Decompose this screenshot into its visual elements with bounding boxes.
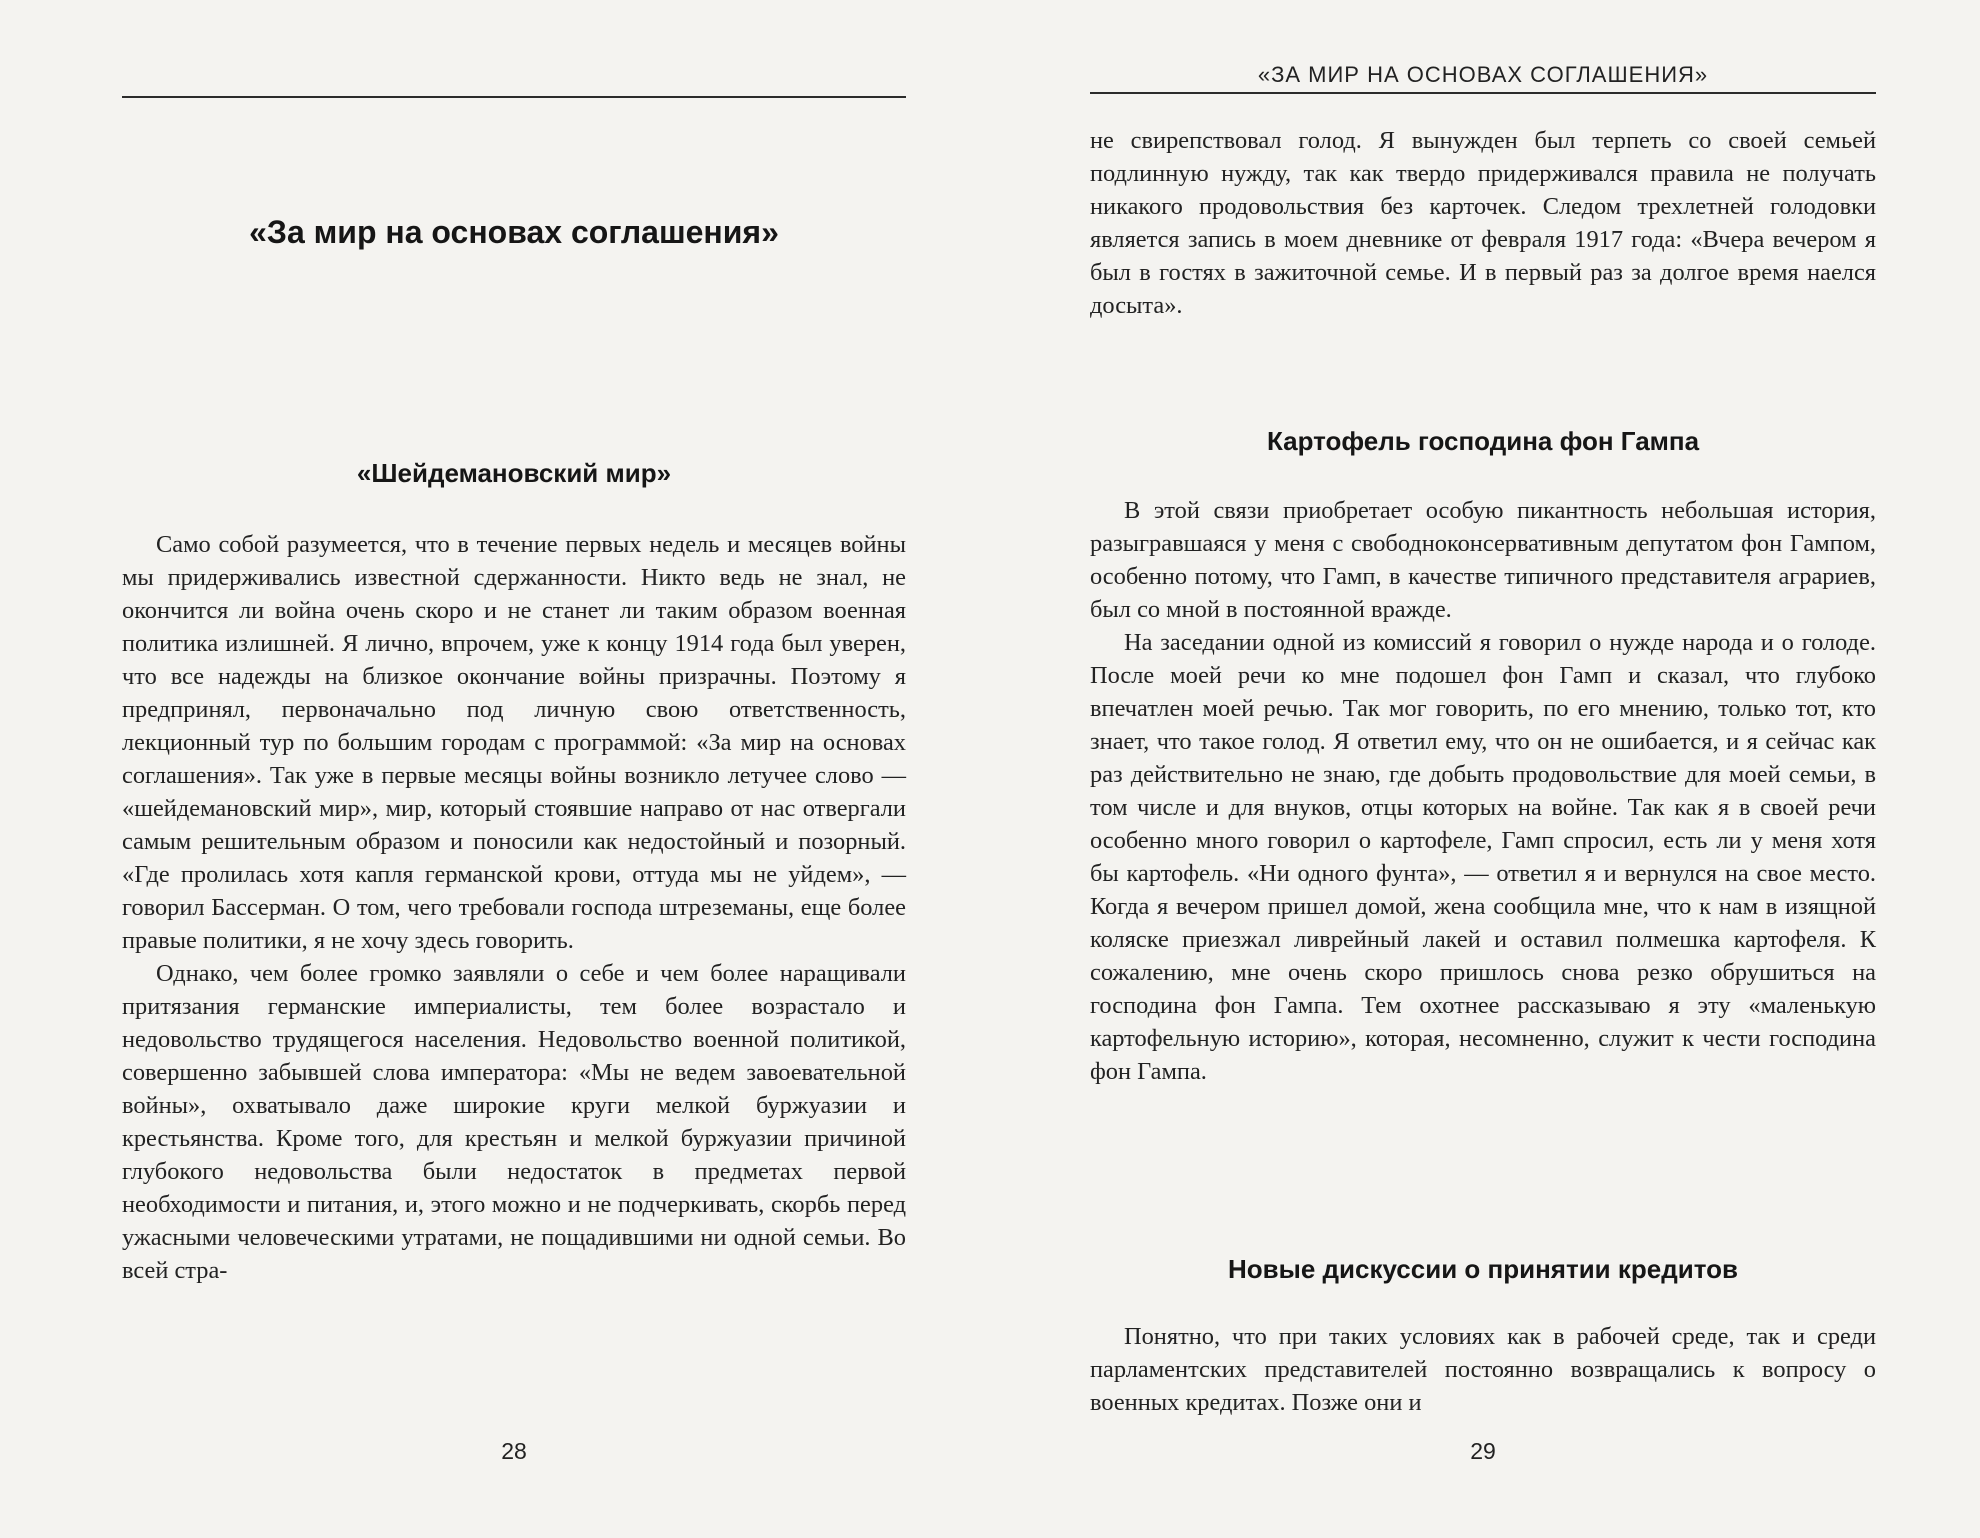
paragraph: Само собой разумеется, что в течение первых недель и месяцев войны мы придерживались известной сдержанности. Никто ведь не знал, не окончится ли война очень скоро и не станет ли таким образом военная политика излишней. Я лично, впрочем, уже к концу 1914 года был уверен, что все надежды на близкое окончание войны призрачны. Поэтому я предпринял, первоначально под личную свою ответственность, лекционный тур по большим городам с программой: «За мир на основах соглашения». Так уже в первые месяцы войны возникло летучее слово — «шейдемановский мир», мир, который стоявшие направо от нас отвергали самым решительным образом и поносили как недостойный и позорный. «Где пролилась хотя капля германской крови, оттуда мы не уйдем», — говорил Бассерман. О том, чего требовали господа штреземаны, еще более правые политики, я не хочу здесь говорить. — [122, 531, 906, 954]
section-heading-credit-discussions: Новые дискуссии о принятии кредитов — [1228, 1254, 1738, 1284]
left-body-text — [122, 528, 906, 1287]
paragraph: В этой связи приобретает особую пикантность небольшая история, разыгравшаяся у меня с свободноконсервативным депутатом фон Гампом, особенно потому, что Гамп, в качестве типичного представителя аграриев, был со мной в постоянной вражде. — [1090, 497, 1876, 623]
page-number: 29 — [1470, 1438, 1496, 1464]
right-section-1-text — [1090, 494, 1876, 1088]
paragraph: Однако, чем более громко заявляли о себе и чем более наращивали притязания германские империалисты, тем более возрастало и недовольство трудящегося населения. Недовольство военной политикой, совершенно забывшей слова императора: «Мы не ведем завоевательной войны», охватывало даже широкие круги мелкой буржуазии и крестьянства. Кроме того, для крестьян и мелкой буржуазии причиной глубокого недовольства были недостаток в предметах первой необходимости и питания, и, этого можно и не подчеркивать, скорбь перед ужасными человеческими утратами, не пощадившими ни одной семьи. Во всей стра- — [122, 960, 906, 1284]
right-page — [990, 0, 1980, 1538]
header-rule — [1090, 92, 1876, 94]
section-heading-von-gamp-potatoes: Картофель господина фон Гампа — [1266, 426, 1700, 456]
section-heading-scheidemann-peace: «Шейдемановский мир» — [356, 458, 672, 488]
chapter-title: «За мир на основах соглашения» — [249, 214, 779, 250]
right-opening-text — [1090, 124, 1876, 322]
header-rule — [122, 96, 906, 98]
page-number: 28 — [501, 1438, 527, 1464]
paragraph: На заседании одной из комиссий я говорил о нужде народа и о голоде. После моей речи ко мне подошел фон Гамп и сказал, что глубоко впечатлен моей речью. Так мог говорить, по его мнению, только тот, кто знает, что такое голод. Я ответил ему, что он не ошибается, и я сейчас как раз действительно не знаю, где добыть продовольствие для моей семьи, в том числе и для внуков, отцы которых на войне. Так как я в своей речи особенно много говорил о картофеле, Гамп спросил, есть ли у меня хотя бы картофель. «Ни одного фунта», — ответил я и вернулся на свое место. Когда я вечером пришел домой, жена сообщила мне, что к нам в изящной коляске приезжал ливрейный лакей и оставил полмешка картофеля. К сожалению, мне очень скоро пришлось снова резко обрушиться на господина фон Гампа. Тем охотнее рассказываю я эту «маленькую картофельную историю», которая, несомненно, служит к чести господина фон Гампа. — [1090, 629, 1876, 1085]
paragraph: не свирепствовал голод. Я вынужден был терпеть со своей семьей подлинную нужду, так как твердо придерживался правила не получать никакого продовольствия без карточек. Следом трехлетней голодовки является запись в моем дневнике от февраля 1917 года: «Вчера вечером я был в гостях в зажиточной семье. И в первый раз за долгое время наелся досыта». — [1090, 127, 1876, 319]
right-section-2-text — [1090, 1320, 1876, 1419]
running-head: «ЗА МИР НА ОСНОВАХ СОГЛАШЕНИЯ» — [1257, 62, 1709, 87]
paragraph: Понятно, что при таких условиях как в рабочей среде, так и среди парламентских представителей постоянно возвращались к вопросу о военных кредитах. Позже они и — [1090, 1323, 1876, 1416]
